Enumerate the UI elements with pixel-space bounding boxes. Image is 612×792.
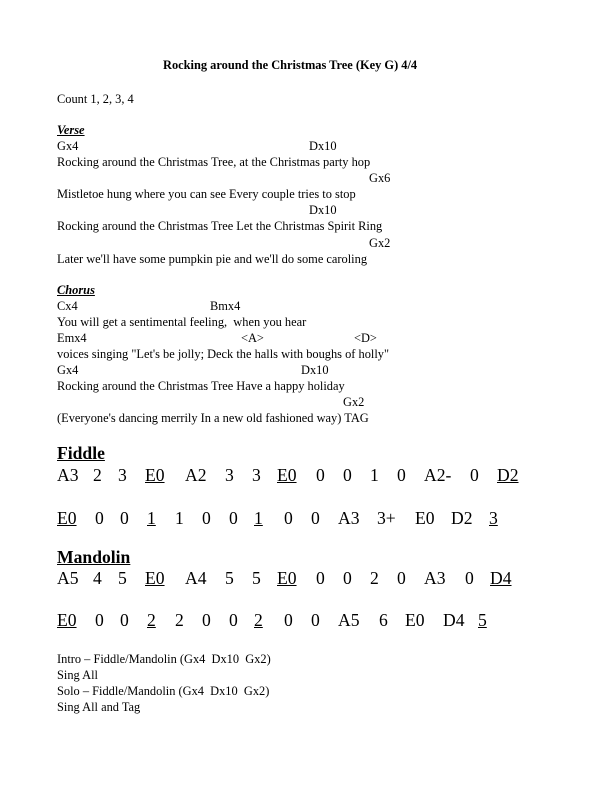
tab-note: 0 xyxy=(343,465,352,485)
tab-note: 0 xyxy=(311,508,320,528)
chord: Gx4 xyxy=(57,363,79,377)
fiddle-heading: Fiddle xyxy=(57,443,105,463)
chord: Emx4 xyxy=(57,331,87,345)
tab-note: 6 xyxy=(379,610,388,630)
tab-note: 0 xyxy=(316,568,325,588)
tab-note: A5 xyxy=(338,610,360,630)
arrangement-line: Intro – Fiddle/Mandolin (Gx4 Dx10 Gx2) xyxy=(57,652,271,666)
tab-note: 3 xyxy=(489,508,498,528)
arrangement-line: Sing All and Tag xyxy=(57,700,141,714)
tab-note: A2- xyxy=(424,465,452,485)
lyric-line: Later we'll have some pumpkin pie and we'll do some caroling xyxy=(57,252,368,266)
tab-note: 5 xyxy=(225,568,234,588)
tab-note: 0 xyxy=(311,610,320,630)
chord: Gx2 xyxy=(343,395,365,409)
lyric-line: voices singing "Let's be jolly; Deck the halls with boughs of holly" xyxy=(57,347,390,361)
tab-note: E0 xyxy=(277,465,297,485)
tab-note: D4 xyxy=(443,610,465,630)
arrangement-line: Sing All xyxy=(57,668,98,682)
lyric-line: Rocking around the Christmas Tree Let the Christmas Spirit Ring xyxy=(57,219,383,233)
tab-note: 0 xyxy=(284,610,293,630)
tab-note: 0 xyxy=(202,610,211,630)
tab-note: A2 xyxy=(185,465,207,485)
tab-note: 3 xyxy=(225,465,234,485)
tab-note: E0 xyxy=(57,610,77,630)
tab-note: 3 xyxy=(118,465,127,485)
tab-note: E0 xyxy=(145,465,165,485)
tab-note: 0 xyxy=(343,568,352,588)
tab-note: 1 xyxy=(370,465,379,485)
chord: Dx10 xyxy=(301,363,329,377)
tab-note: 0 xyxy=(95,508,104,528)
tab-note: 2 xyxy=(175,610,184,630)
mandolin-heading: Mandolin xyxy=(57,547,131,567)
chord: Gx6 xyxy=(369,171,391,185)
lyric-line: Mistletoe hung where you can see Every couple tries to stop xyxy=(57,187,356,201)
tab-note: 2 xyxy=(93,465,102,485)
tab-note: 0 xyxy=(470,465,479,485)
tab-note: 3 xyxy=(252,465,261,485)
tab-note: 0 xyxy=(397,568,406,588)
tab-note: D2 xyxy=(451,508,473,528)
count-in: Count 1, 2, 3, 4 xyxy=(57,92,134,106)
tab-note: 0 xyxy=(465,568,474,588)
tab-note: A5 xyxy=(57,568,79,588)
tab-note: 2 xyxy=(370,568,379,588)
chord: <A> xyxy=(241,331,264,345)
tab-note: 5 xyxy=(478,610,487,630)
tab-note: E0 xyxy=(405,610,425,630)
tab-note: A4 xyxy=(185,568,207,588)
tab-note: 0 xyxy=(229,508,238,528)
tab-note: 0 xyxy=(316,465,325,485)
lyric-line: You will get a sentimental feeling, when you hear xyxy=(57,315,307,329)
tab-note: 0 xyxy=(95,610,104,630)
tab-note: A3 xyxy=(57,465,79,485)
chorus-heading: Chorus xyxy=(57,283,95,297)
arrangement-line: Solo – Fiddle/Mandolin (Gx4 Dx10 Gx2) xyxy=(57,684,270,698)
tab-note: 0 xyxy=(397,465,406,485)
lyric-line: Rocking around the Christmas Tree Have a happy holiday xyxy=(57,379,345,393)
chord: Dx10 xyxy=(309,139,337,153)
tab-note: A3 xyxy=(338,508,360,528)
tab-note: 0 xyxy=(202,508,211,528)
page-title: Rocking around the Christmas Tree (Key G) 4/4 xyxy=(163,58,418,72)
tab-note: 1 xyxy=(175,508,184,528)
verse-heading: Verse xyxy=(57,123,85,137)
chord: <D> xyxy=(354,331,377,345)
chord: Dx10 xyxy=(309,203,337,217)
chord: Gx2 xyxy=(369,236,391,250)
tab-note: 1 xyxy=(147,508,156,528)
tab-note: 2 xyxy=(147,610,156,630)
tab-note: E0 xyxy=(415,508,435,528)
lyric-line: Rocking around the Christmas Tree, at the Christmas party hop xyxy=(57,155,371,169)
tab-note: 0 xyxy=(120,610,129,630)
tab-note: 5 xyxy=(252,568,261,588)
tab-note: 2 xyxy=(254,610,263,630)
tab-note: D2 xyxy=(497,465,519,485)
chord: Cx4 xyxy=(57,299,78,313)
tab-note: 0 xyxy=(120,508,129,528)
tab-note: E0 xyxy=(145,568,165,588)
tab-note: 0 xyxy=(229,610,238,630)
chord: Gx4 xyxy=(57,139,79,153)
tab-note: 0 xyxy=(284,508,293,528)
tab-note: D4 xyxy=(490,568,512,588)
tab-note: 4 xyxy=(93,568,102,588)
lyric-line: (Everyone's dancing merrily In a new old fashioned way) TAG xyxy=(57,411,369,425)
chord: Bmx4 xyxy=(210,299,241,313)
tab-note: A3 xyxy=(424,568,446,588)
tab-note: E0 xyxy=(57,508,77,528)
tab-note: 5 xyxy=(118,568,127,588)
tab-note: 1 xyxy=(254,508,263,528)
tab-note: E0 xyxy=(277,568,297,588)
tab-note: 3+ xyxy=(377,508,396,528)
